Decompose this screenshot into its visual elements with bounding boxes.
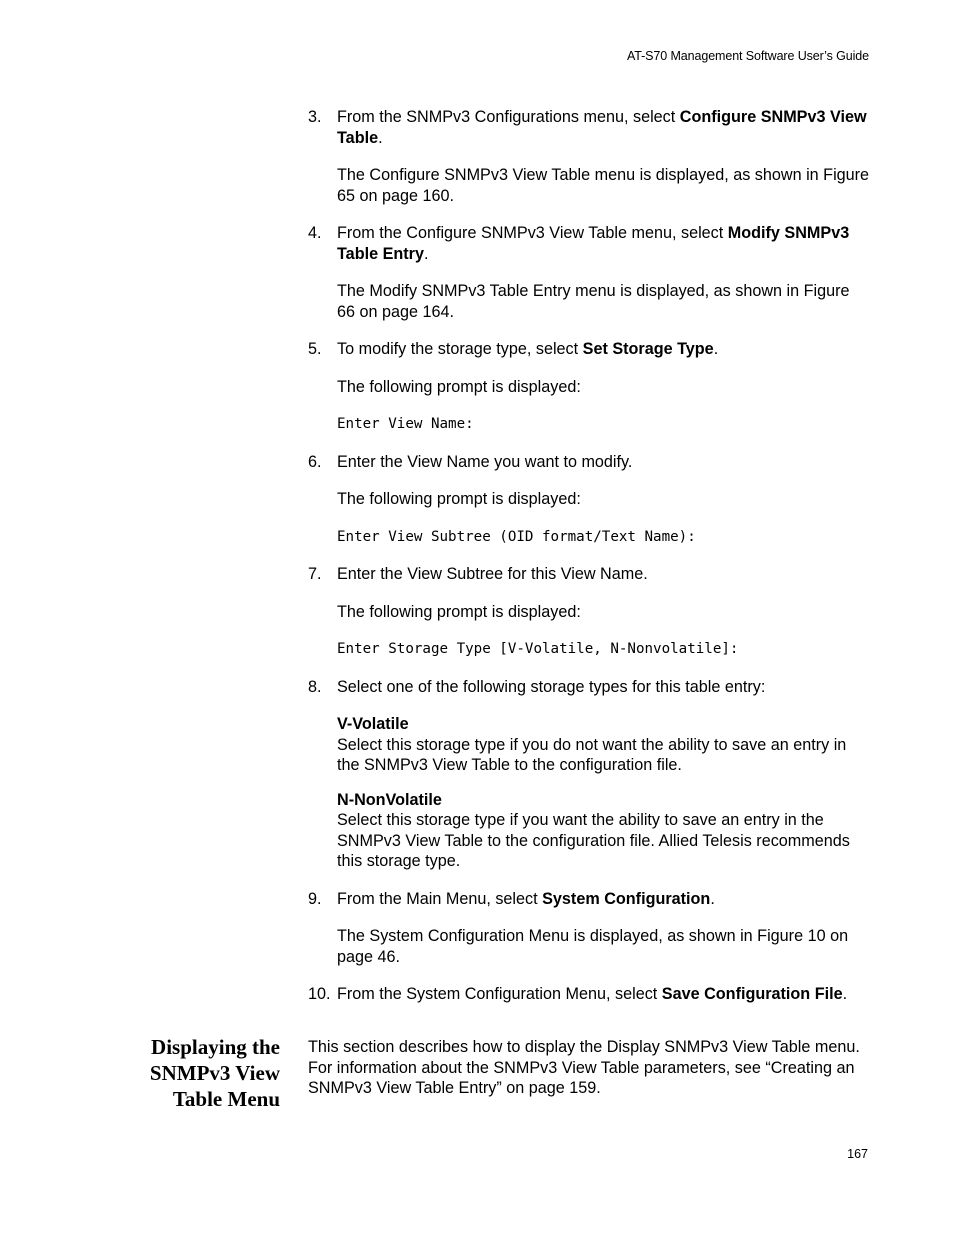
running-header: AT-S70 Management Software User’s Guide: [626, 49, 869, 63]
step-note: The following prompt is displayed:: [337, 490, 581, 508]
prompt-code: Enter Storage Type [V-Volatile, N-Nonvolatile]:: [337, 641, 739, 657]
step-punct: .: [842, 985, 848, 1003]
term-label: N-NonVolatile: [337, 790, 442, 809]
step-6: [308, 452, 870, 473]
step-note: The System Configuration Menu is displayed, as shown in Figure 10 on page 46.: [337, 927, 849, 966]
step-text: From the System Configuration Menu, select: [337, 985, 662, 1003]
step-number: 8.: [308, 677, 322, 696]
step-text: Select one of the following storage types for this table entry:: [337, 677, 766, 696]
step-number: 3.: [308, 108, 322, 126]
section-intro: This section describes how to display the Display SNMPv3 View Table menu. For information about the SNMPv3 View Table parameters, see “Creating an SNMPv3 View Table Entry” on page 159.: [308, 1038, 860, 1097]
step-text: From the Configure SNMPv3 View Table menu, select: [337, 224, 728, 242]
section-heading: [80, 1034, 280, 1112]
prompt-code: Enter View Name:: [337, 416, 474, 432]
section-heading-line: Displaying the: [151, 1035, 280, 1059]
page-number: 167: [847, 1147, 868, 1161]
step-punct: .: [423, 244, 429, 263]
step-text: From the SNMPv3 Configurations menu, select: [337, 108, 680, 126]
step-10: [308, 984, 870, 1005]
step-number: 5.: [308, 340, 322, 358]
step-note: The Configure SNMPv3 View Table menu is displayed, as shown in Figure 65 on page 160.: [337, 166, 870, 205]
step-punct: .: [713, 340, 719, 358]
storage-type-volatile: [308, 714, 870, 776]
step-punct: .: [378, 128, 383, 147]
step-7: [308, 564, 870, 585]
step-4: [308, 223, 870, 264]
step-number: 7.: [308, 565, 322, 583]
prompt-code: Enter View Subtree (OID format/Text Name):: [337, 528, 696, 545]
step-5: [308, 339, 870, 360]
step-number: 9.: [308, 889, 322, 908]
step-note: The following prompt is displayed:: [337, 602, 581, 621]
step-text: Enter the View Name you want to modify.: [337, 452, 633, 471]
step-3: [308, 107, 870, 148]
step-note: The following prompt is displayed:: [337, 377, 581, 396]
section-heading-line: SNMPv3 View: [149, 1061, 280, 1085]
procedure-steps: [308, 107, 870, 1005]
step-text: To modify the storage type, select: [337, 340, 583, 358]
term-description: Select this storage type if you want the ability to save an entry in the SNMPv3 View Table to the configuration file. Allied Telesis recommends this storage type.: [337, 811, 850, 870]
step-number: 4.: [308, 224, 322, 242]
storage-type-nonvolatile: [308, 790, 870, 872]
step-note: The Modify SNMPv3 Table Entry menu is displayed, as shown in Figure 66 on page 164.: [337, 282, 850, 321]
step-emphasis: System Configuration: [542, 889, 711, 908]
step-emphasis: Modify SNMPv3 Table Entry: [337, 224, 850, 263]
step-8: [308, 677, 870, 698]
step-punct: .: [710, 889, 715, 908]
step-9: [308, 889, 870, 910]
step-emphasis: Save Configuration File: [661, 985, 843, 1003]
step-emphasis: Configure SNMPv3 View Table: [337, 108, 867, 147]
step-number: 6.: [308, 452, 322, 471]
step-emphasis: Set Storage Type: [582, 340, 714, 358]
term-description: Select this storage type if you do not want the ability to save an entry in the SNMPv3 View Table to the configuration file.: [337, 735, 847, 774]
step-text: Enter the View Subtree for this View Name.: [337, 565, 648, 583]
step-number: 10.: [308, 985, 331, 1003]
term-label: V-Volatile: [337, 715, 409, 733]
section-heading-line: Table Menu: [172, 1087, 280, 1111]
step-text: From the Main Menu, select: [337, 889, 543, 908]
